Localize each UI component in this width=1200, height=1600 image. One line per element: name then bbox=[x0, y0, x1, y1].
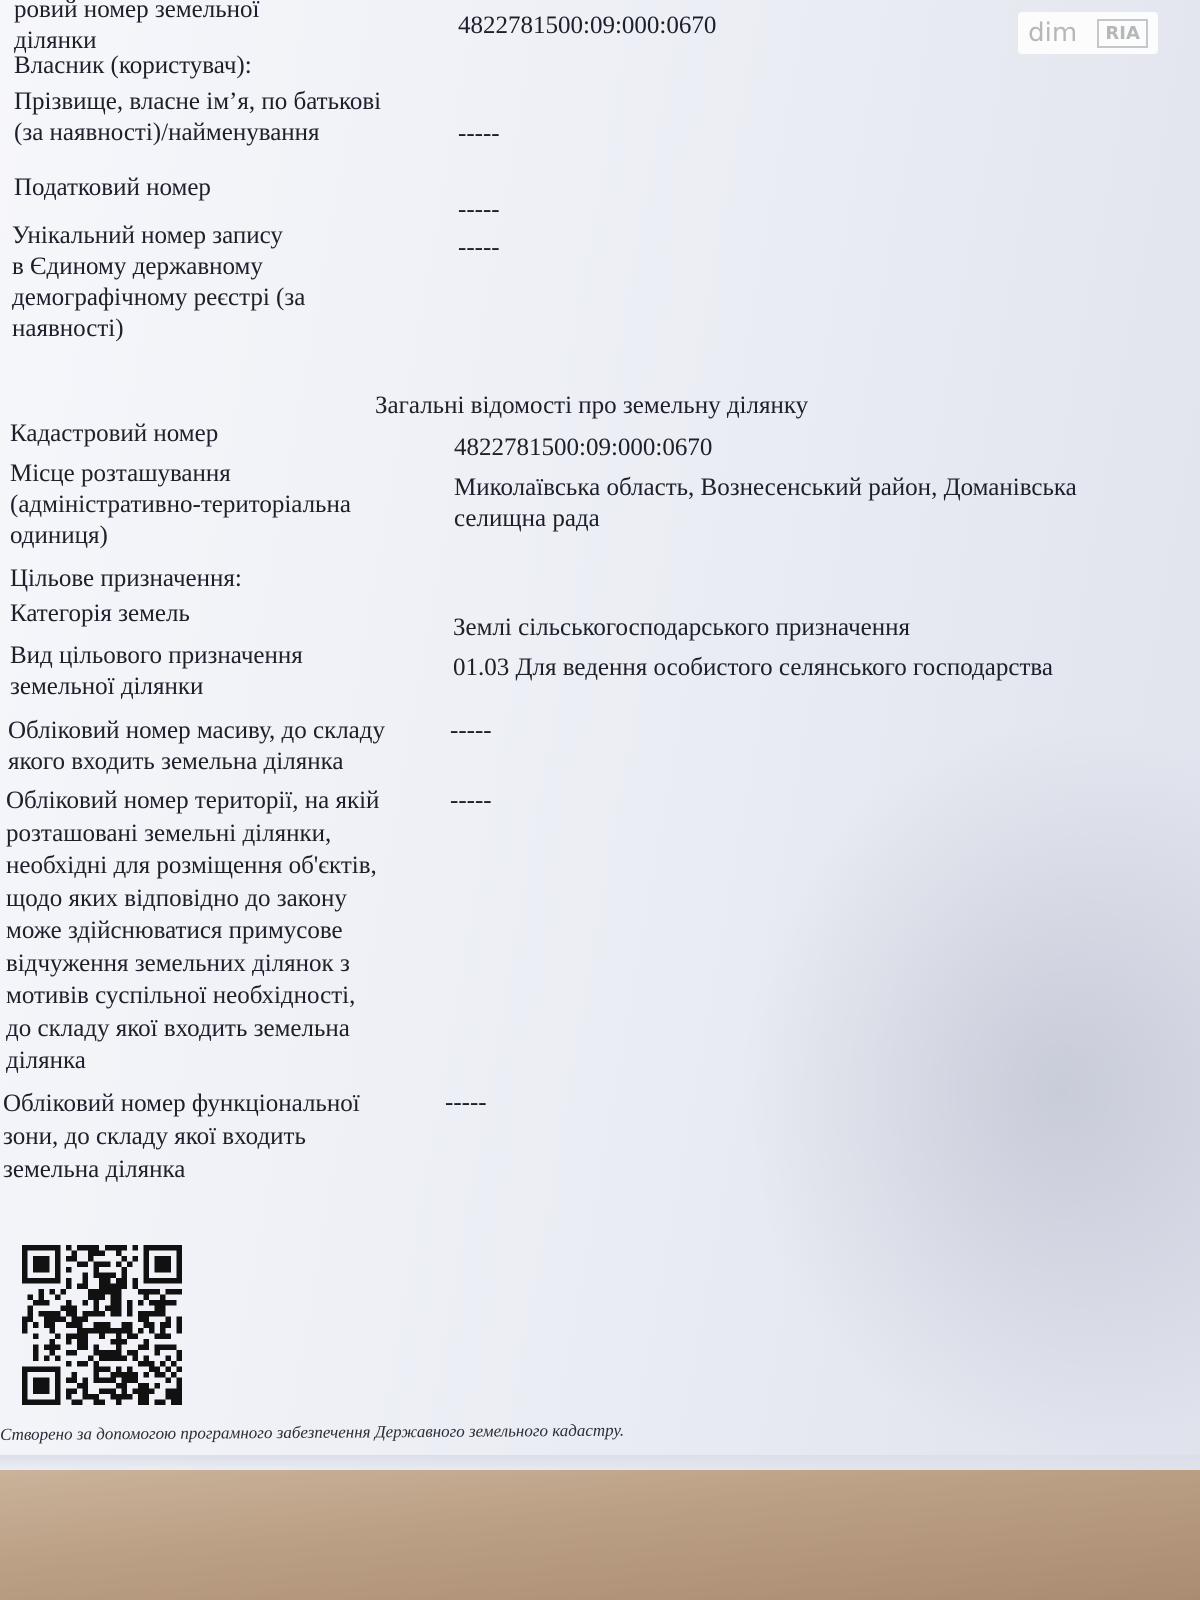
zone-value: ----- bbox=[445, 1089, 487, 1116]
type-label: Вид цільового призначення земельної ділянки bbox=[10, 642, 303, 700]
territory-label: Обліковий номер території, на якій розташовані земельні ділянки, необхідні для розміщення об'єктів, щодо яких відповідно до закону може здійснюватися примусове відчуження земельних ділянок з мотивів суспільної необхідності, до складу якої входить земельна ділянка bbox=[6, 787, 380, 1074]
owner-label: Власник (користувач): bbox=[14, 52, 252, 79]
massif-label: Обліковий номер масиву, до складу якого входить земельна ділянка bbox=[8, 717, 386, 775]
type-value: 01.03 Для ведення особистого селянського господарства bbox=[453, 654, 1053, 681]
demo-value: ----- bbox=[458, 234, 500, 261]
cadastral-value: 4822781500:09:000:0670 bbox=[454, 434, 713, 461]
partial-label: ровий номер земельної ділянки bbox=[14, 0, 260, 54]
tax-label: Податковий номер bbox=[14, 174, 211, 201]
wooden-floor bbox=[0, 1470, 1200, 1600]
location-label: Місце розташування (адміністративно-територіальна одиниця) bbox=[10, 460, 351, 549]
territory-value: ----- bbox=[450, 787, 492, 814]
watermark-ria: RIA bbox=[1097, 19, 1148, 48]
watermark-dim: dim bbox=[1028, 18, 1078, 48]
qr-code bbox=[22, 1245, 182, 1405]
category-label: Категорія земель bbox=[10, 600, 190, 627]
section-title: Загальні відомості про земельну ділянку bbox=[375, 392, 809, 419]
cadastral-label: Кадастровий номер bbox=[10, 420, 219, 447]
partial-value: 4822781500:09:000:0670 bbox=[458, 12, 717, 39]
footer-note: Створено за допомогою програмного забезпечення Державного земельного кадастру. bbox=[0, 1420, 625, 1444]
massif-value: ----- bbox=[450, 717, 492, 744]
photo-shadow bbox=[740, 720, 1200, 1460]
tax-value: ----- bbox=[458, 196, 500, 223]
name-value: ----- bbox=[458, 120, 500, 147]
category-value: Землі сільськогосподарського призначення bbox=[453, 614, 911, 641]
watermark bbox=[1018, 12, 1158, 54]
demo-label: Унікальний номер запису в Єдиному державному демографічному реєстрі (за наявності) bbox=[12, 222, 306, 342]
location-value: Миколаївська область, Вознесенський район, Доманівська селищна рада bbox=[454, 474, 1077, 532]
zone-label: Обліковий номер функціональної зони, до складу якої входить земельна ділянка bbox=[3, 1090, 360, 1183]
purpose-label: Цільове призначення: bbox=[10, 565, 242, 592]
name-label: Прізвище, власне ім’я, по батькові (за наявності)/найменування bbox=[14, 88, 382, 146]
